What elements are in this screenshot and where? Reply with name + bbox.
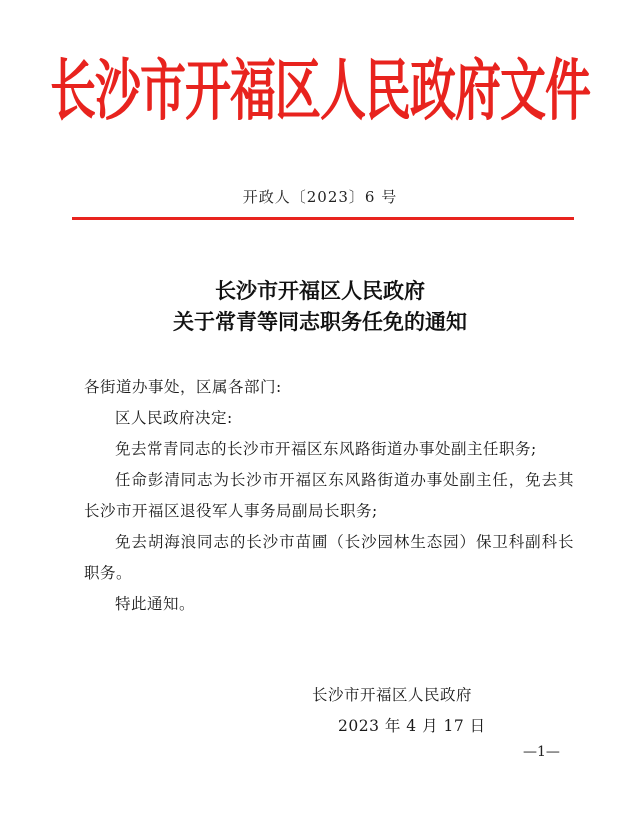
- document-body: [84, 372, 574, 620]
- body-paragraph-decision: 区人民政府决定:: [115, 409, 233, 427]
- body-paragraph-closing: 特此通知。: [115, 595, 196, 613]
- body-paragraph-removal-1: 免去常青同志的长沙市开福区东风路街道办事处副主任职务;: [115, 440, 537, 458]
- document-title: [0, 276, 640, 338]
- signature-organization: 长沙市开福区人民政府: [312, 686, 473, 704]
- red-divider-line: [72, 217, 574, 220]
- document-masthead: 长沙市开福区人民政府文件: [50, 51, 590, 130]
- signature-date: 2023 年 4 月 17 日: [338, 717, 486, 735]
- body-paragraph-removal-2: 免去胡海浪同志的长沙市苗圃（长沙园林生态园）保卫科副科长职务。: [84, 533, 574, 582]
- page-number: —1—: [523, 744, 560, 760]
- title-line-2: 关于常青等同志职务任免的通知: [173, 310, 467, 334]
- salutation: 各街道办事处，区属各部门:: [84, 378, 282, 396]
- document-number: 开政人〔2023〕6 号: [242, 188, 398, 206]
- body-paragraph-appointment: 任命彭清同志为长沙市开福区东风路街道办事处副主任，免去其长沙市开福区退役军人事务局副局长职务;: [84, 471, 574, 520]
- title-line-1: 长沙市开福区人民政府: [215, 279, 425, 303]
